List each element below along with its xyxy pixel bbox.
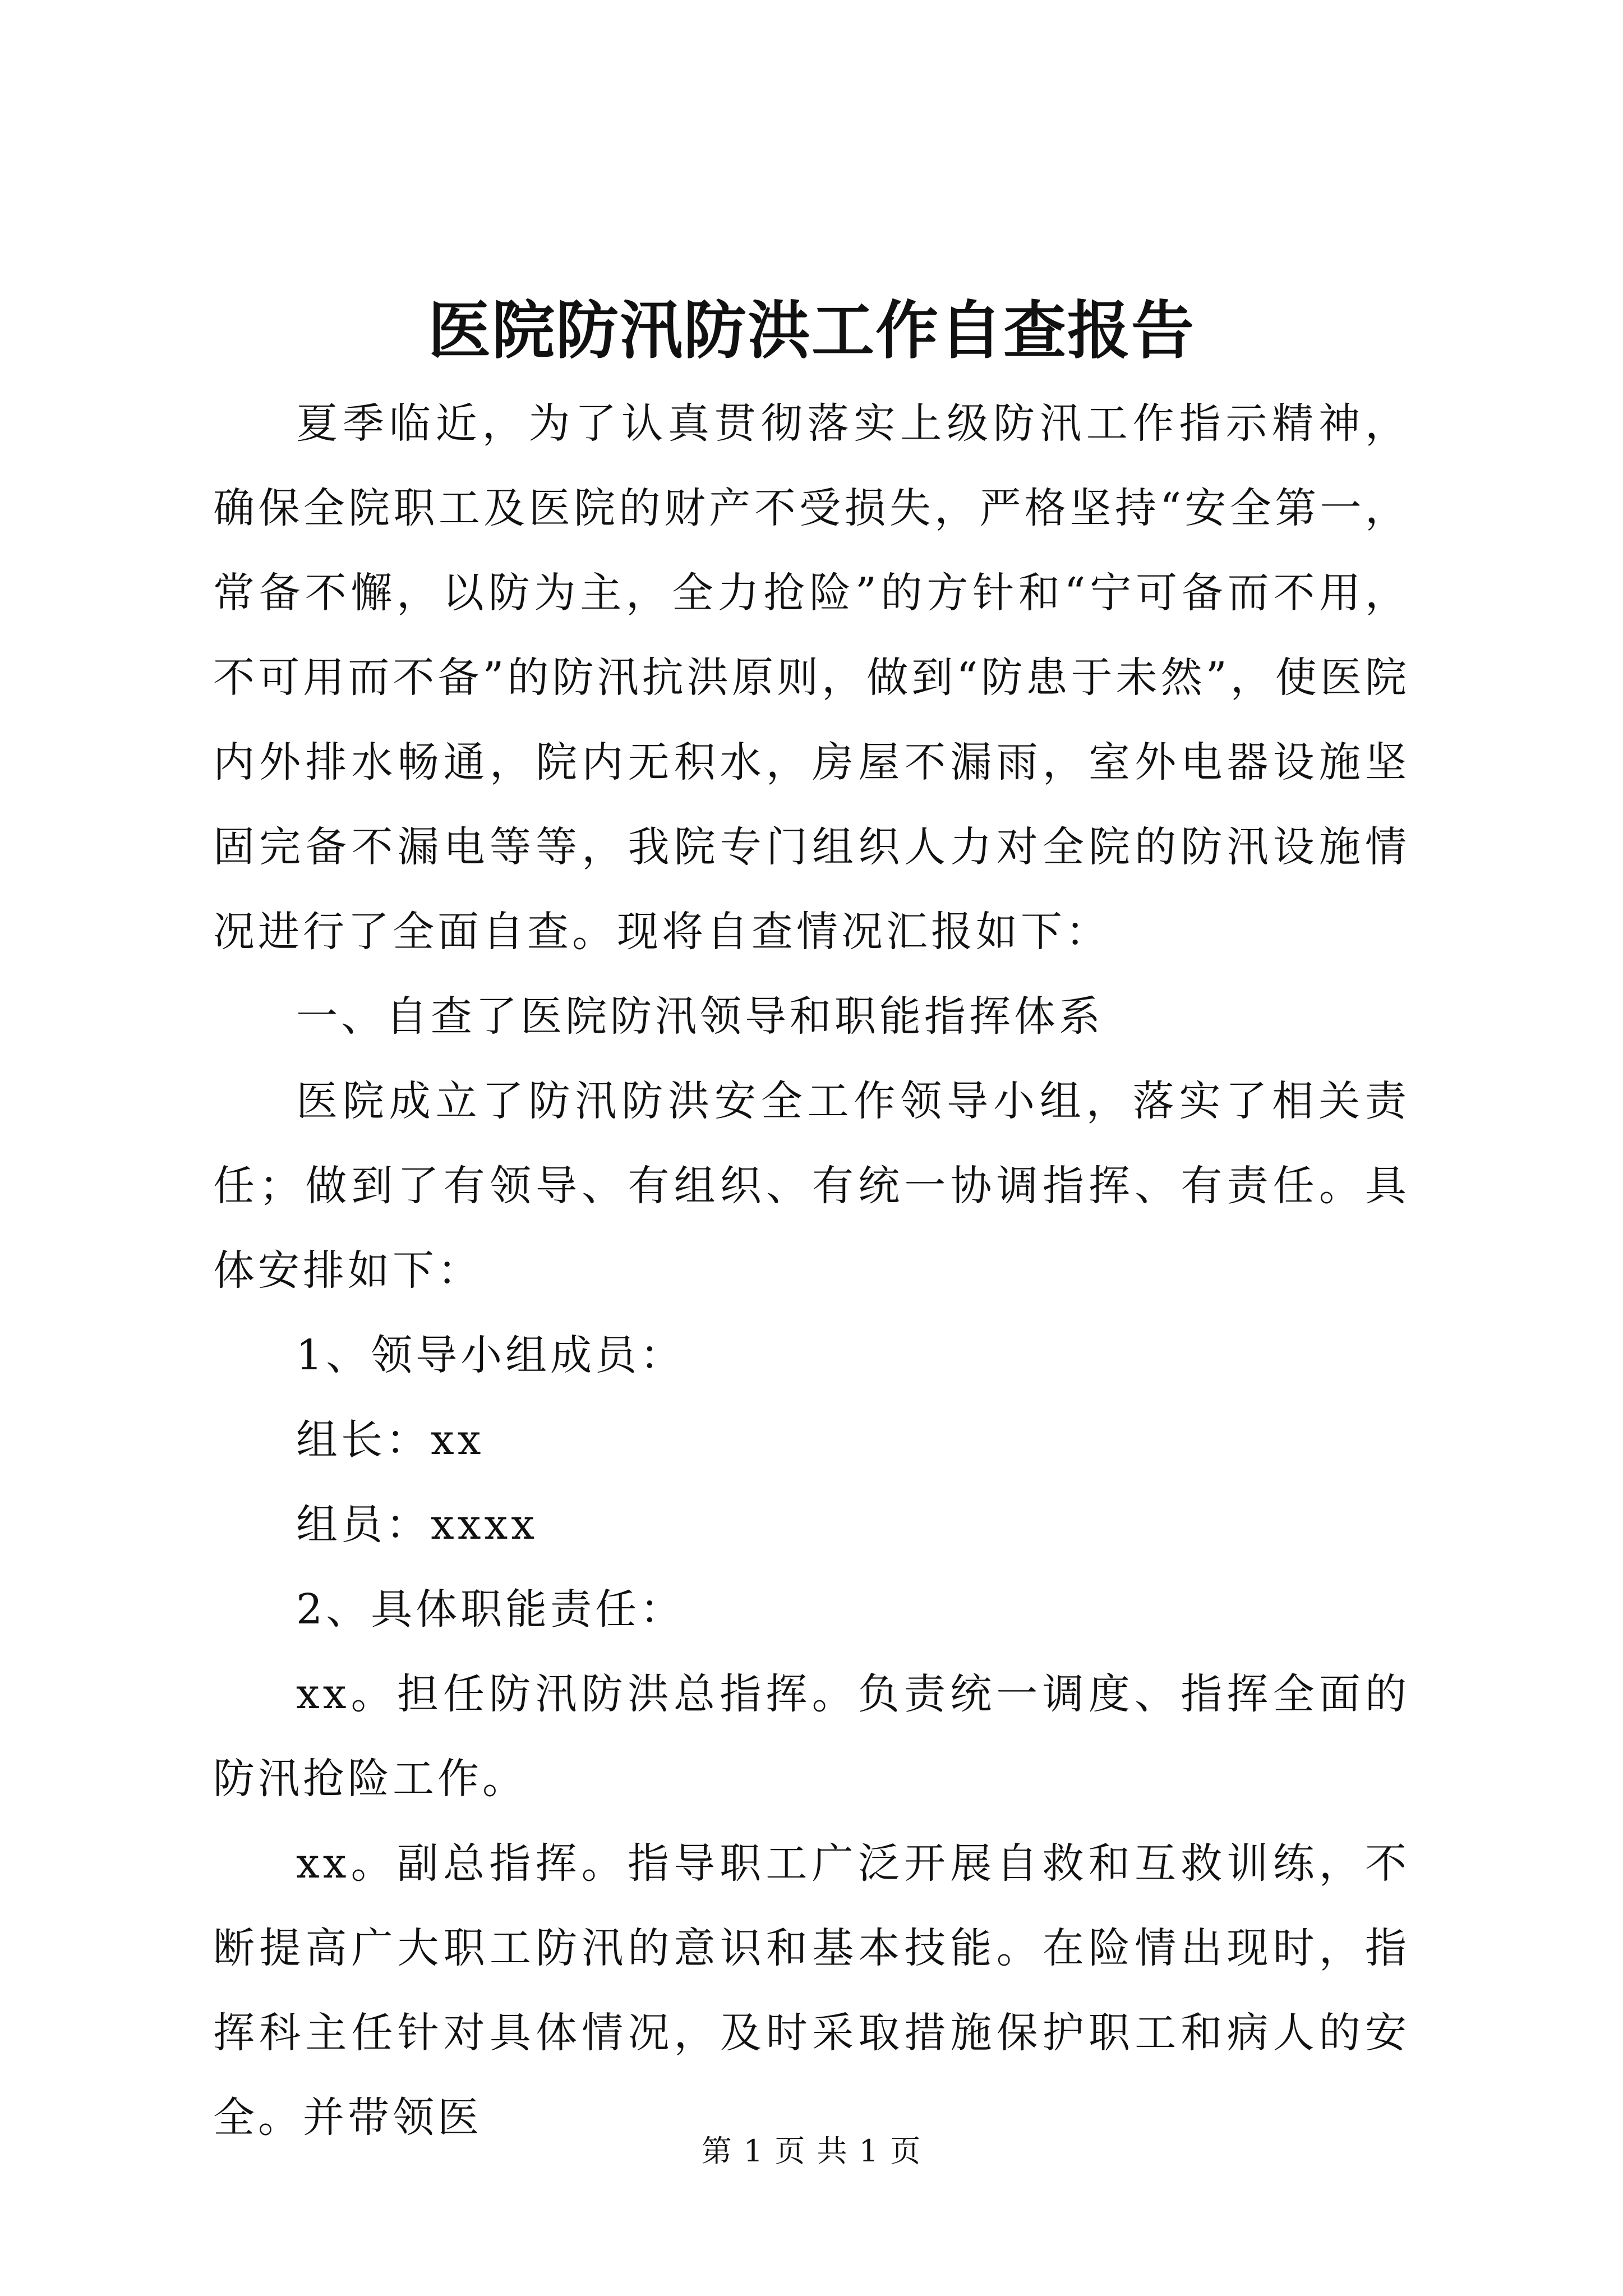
paragraph-leadership: 医院成立了防汛防洪安全工作领导小组，落实了相关责任；做到了有领导、有组织、有统一协调指挥、有责任。具体安排如下： xyxy=(213,1077,1410,1295)
leader-line: 组长：xx xyxy=(296,1416,485,1464)
duty-paragraph-1: xx。担任防汛防洪总指挥。负责统一调度、指挥全面的防汛抢险工作。 xyxy=(213,1670,1410,1803)
list-heading-members: 1、领导小组成员： xyxy=(296,1331,685,1379)
members-line: 组员：xxxx xyxy=(296,1501,538,1549)
document-body xyxy=(213,381,1410,2160)
duty-paragraph-2: xx。副总指挥。指导职工广泛开展自救和互救训练，不断提高广大职工防汛的意识和基本技能。在险情出现时，指挥科主任针对具体情况，及时采取措施保护职工和病人的安全。并带领医 xyxy=(213,1839,1410,2142)
page-number-footer: 第 1 页 共 1 页 xyxy=(701,2133,922,2169)
intro-paragraph: 夏季临近，为了认真贯彻落实上级防汛工作指示精神，确保全院职工及医院的财产不受损失，严格坚持“安全第一，常备不懈，以防为主，全力抢险”的方针和“宁可备而不用，不可用而不备”的防汛抗洪原则，做到“防患于未然”，使医院内外排水畅通，院内无积水，房屋不漏雨，室外电器设施坚固完备不漏电等等，我院专门组织人力对全院的防汛设施情况进行了全面自查。现将自查情况汇报如下： xyxy=(213,399,1410,956)
section-heading-1: 一、自查了医院防汛领导和职能指挥体系 xyxy=(296,992,1104,1041)
list-heading-duties: 2、具体职能责任： xyxy=(296,1585,685,1634)
document-title: 医院防汛防洪工作自查报告 xyxy=(428,294,1195,367)
